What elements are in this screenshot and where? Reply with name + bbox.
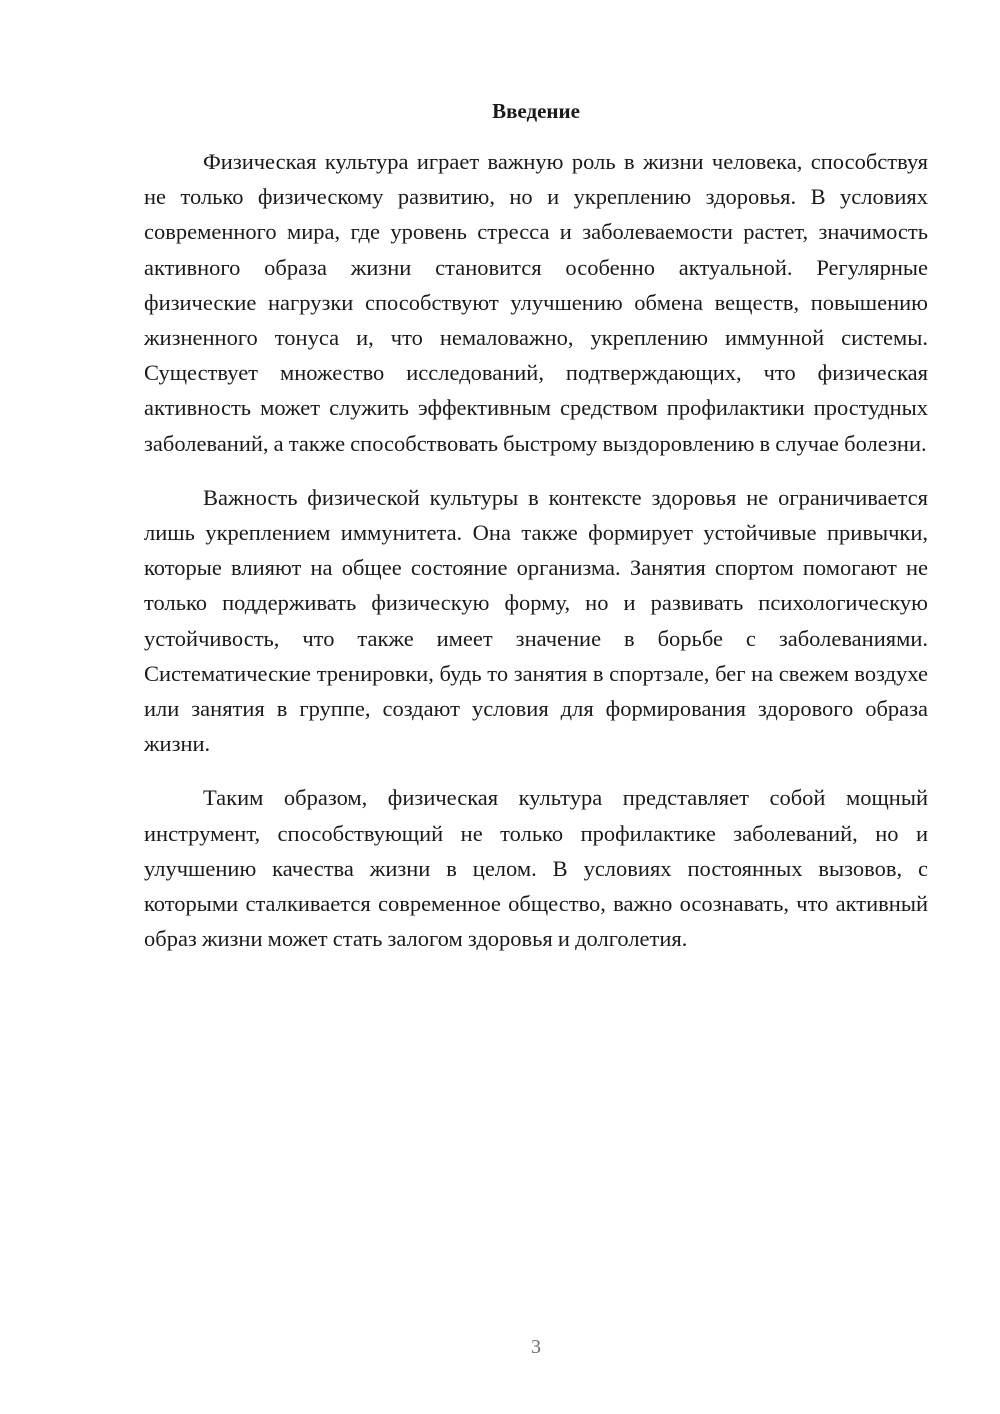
paragraph-1: Физическая культура играет важную роль в жизни человека, способствуя не только физическому развитию, но и укреплению здоровья. В условиях современного мира, где уровень стресса и заболеваемости растет, значимость активного образа жизни становится особенно актуальной. Регулярные физические нагрузки способствуют улучшению обмена веществ, повышению жизненного тонуса и, что немаловажно, укреплению иммунной системы. Существует множество исследований, подтверждающих, что физическая активность может служить эффективным средством профилактики простудных заболеваний, а также способствовать быстрому выздоровлению в случае болезни. xyxy=(144,149,928,456)
paragraph-3: Таким образом, физическая культура представляет собой мощный инструмент, способствующий не только профилактике заболеваний, но и улучшению качества жизни в целом. В условиях постоянных вызовов, с которыми сталкивается современное общество, важно осознавать, что активный образ жизни может стать залогом здоровья и долголетия. xyxy=(144,785,928,952)
paragraph-2: Важность физической культуры в контексте здоровья не ограничивается лишь укреплением иммунитета. Она также формирует устойчивые привычки, которые влияют на общее состояние организма. Занятия спортом помогают не только поддерживать физическую форму, но и развивать психологическую устойчивость, что также имеет значение в борьбе с заболеваниями. Систематические тренировки, будь то занятия в спортзале, бег на свежем воздухе или занятия в группе, создают условия для формирования здорового образа жизни. xyxy=(144,484,928,757)
body-text xyxy=(144,144,928,956)
page-title: Введение xyxy=(492,99,580,123)
page-number: 3 xyxy=(531,1336,541,1358)
